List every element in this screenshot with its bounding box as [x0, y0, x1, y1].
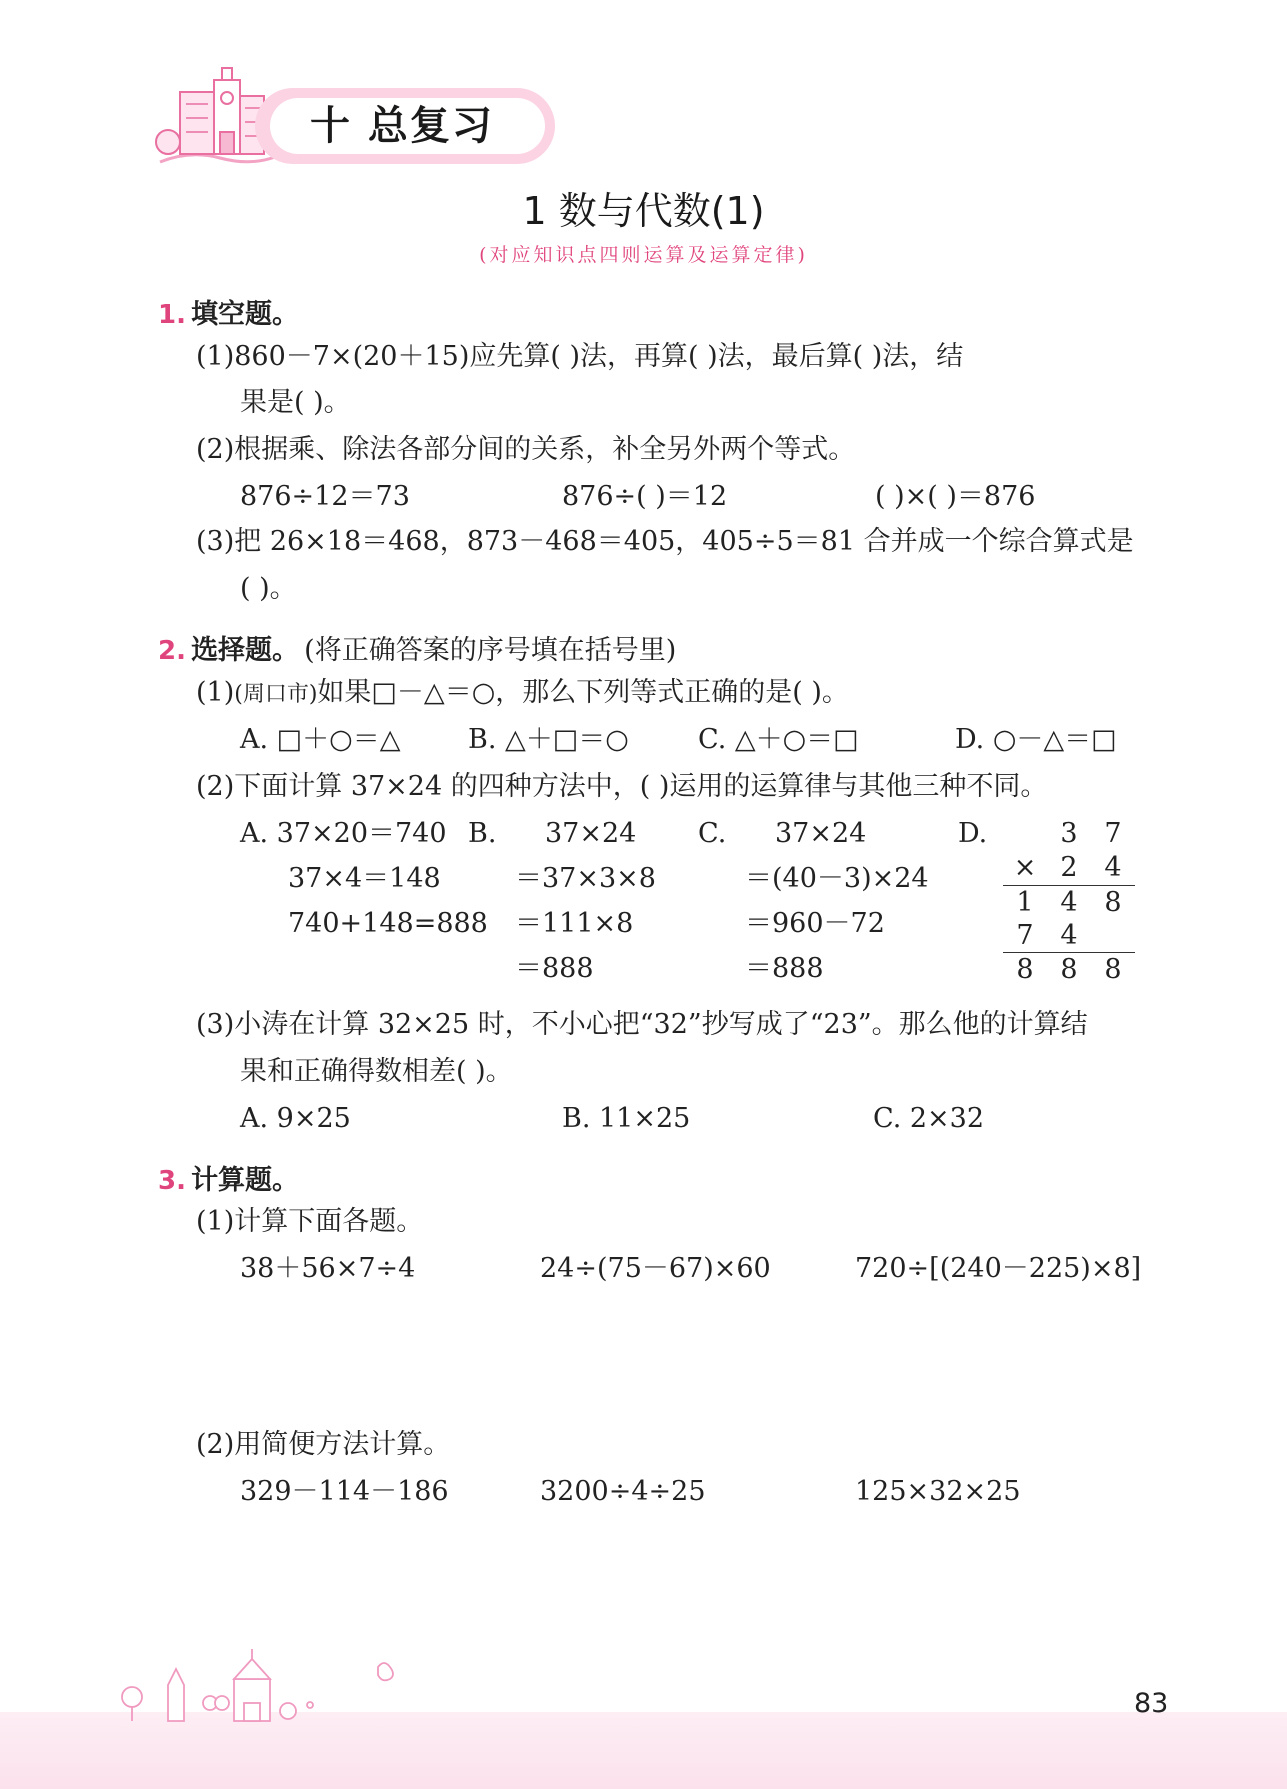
q2-p2-opta-line2: 37×4＝148 [288, 863, 441, 894]
q2-p3-line2: 果和正确得数相差( )。 [240, 1056, 513, 1087]
q2-p3-line1: (3)小涛在计算 32×25 时，不小心把“32”抄写成了“23”。那么他的计算结 [196, 1009, 1088, 1040]
q1-p3-line1: (3)把 26×18＝468，873－468＝405，405÷5＝81 合并成一个综合算式是 [196, 526, 1134, 557]
q3-p1-title: (1)计算下面各题。 [196, 1206, 424, 1237]
q2-p1-tag: (周口市) [234, 682, 318, 707]
page-number: 83 [1134, 1688, 1169, 1719]
q2-p2-optb-label: B. [468, 818, 497, 849]
vmul-cell: 4 [1104, 852, 1122, 883]
q2-p1-text: 如果□－△＝○，那么下列等式正确的是( )。 [317, 677, 849, 708]
vmul-row [1003, 919, 1135, 953]
q3-p1-item3: 720÷[(240－225)×8] [855, 1253, 1142, 1284]
q2-number: 2. [158, 636, 186, 666]
q3-p1-item1: 38＋56×7÷4 [240, 1253, 416, 1284]
vmul-row [1003, 953, 1135, 987]
vertical-multiplication [1003, 817, 1135, 987]
vmul-cell: 2 [1060, 852, 1078, 883]
vmul-cell: 8 [1016, 954, 1034, 985]
vmul-cell: 4 [1060, 887, 1078, 918]
q1-p1-line2: 果是( )。 [240, 387, 351, 418]
q1-number: 1. [158, 300, 186, 330]
q3-heading [158, 1158, 299, 1197]
vmul-cell: 7 [1016, 920, 1034, 951]
q2-p1-prefix: (1) [196, 677, 235, 708]
chapter-title: 十 总复习 [310, 103, 494, 149]
vmul-cell: 4 [1060, 920, 1078, 951]
town-illustration [110, 1645, 410, 1725]
q2-p2-optc-label: C. [698, 818, 727, 849]
vmul-row [1003, 851, 1135, 886]
vmul-cell: 1 [1016, 887, 1034, 918]
lesson-title: 1 数与代数(1) [522, 189, 765, 233]
q2-p1-option-d: D. ○－△＝□ [955, 724, 1117, 755]
q2-p1-line [196, 676, 849, 712]
vmul-cell: × [1013, 852, 1037, 883]
q1-p1-line1: (1)860－7×(20＋15)应先算( )法，再算( )法，最后算( )法，结 [196, 341, 964, 372]
q2-p3-option-c: C. 2×32 [873, 1103, 985, 1134]
q2-p3-option-b: B. 11×25 [562, 1103, 691, 1134]
q2-p3-option-a: A. 9×25 [240, 1103, 351, 1134]
vmul-cell: 8 [1104, 954, 1122, 985]
q2-p2-optd-label: D. [958, 818, 988, 849]
q3-p2-item3: 125×32×25 [855, 1476, 1021, 1507]
vmul-cell: 8 [1060, 954, 1078, 985]
vmul-row [1003, 817, 1135, 851]
q3-title: 计算题。 [191, 1165, 300, 1196]
lesson-subtitle: (对应知识点四则运算及运算定律) [479, 244, 808, 266]
q2-p2-optc-line1: 37×24 [775, 818, 867, 849]
vmul-cell: 8 [1104, 887, 1122, 918]
q2-p2-optc-line4: ＝888 [745, 953, 824, 984]
q1-p2-line1: (2)根据乘、除法各部分间的关系，补全另外两个等式。 [196, 434, 856, 465]
q1-p2-eq2: 876÷( )＝12 [562, 481, 728, 512]
vmul-cell [1091, 919, 1135, 952]
q2-p2-optb-line2: ＝37×3×8 [515, 863, 656, 894]
q2-title: 选择题。 [191, 635, 300, 666]
q1-p2-eq1: 876÷12＝73 [240, 481, 410, 512]
q3-p1-item2: 24÷(75－67)×60 [540, 1253, 771, 1284]
q2-p2-optc-line2: ＝(40－3)×24 [745, 863, 929, 894]
q3-p2-item2: 3200÷4÷25 [540, 1476, 706, 1507]
q1-heading [158, 292, 299, 331]
vmul-row [1003, 886, 1135, 919]
q1-p2-eq3: ( )×( )＝876 [875, 481, 1036, 512]
q1-p3-line2: ( )。 [240, 573, 297, 604]
q2-p1-option-a: A. □＋○＝△ [240, 724, 401, 755]
q3-p2-title: (2)用简便方法计算。 [196, 1429, 451, 1460]
q2-p2-text: (2)下面计算 37×24 的四种方法中，( )运用的运算律与其他三种不同。 [196, 771, 1048, 802]
q3-number: 3. [158, 1166, 186, 1196]
q2-heading [158, 628, 676, 668]
q2-p2-optb-line4: ＝888 [515, 953, 594, 984]
q2-p2-optb-line1: 37×24 [545, 818, 637, 849]
q1-title: 填空题。 [191, 299, 300, 330]
q2-p2-optb-line3: ＝111×8 [515, 908, 634, 939]
q2-p2-opta-line1: A. 37×20＝740 [240, 818, 447, 849]
q2-p2-opta-line3: 740+148=888 [288, 908, 488, 939]
q2-title-note: (将正确答案的序号填在括号里) [304, 635, 677, 666]
q3-p2-item1: 329－114－186 [240, 1476, 449, 1507]
q2-p1-option-c: C. △＋○＝□ [698, 724, 859, 755]
vmul-cell [1003, 817, 1047, 851]
vmul-cell: 7 [1104, 818, 1122, 849]
q2-p2-optc-line3: ＝960－72 [745, 908, 885, 939]
q2-p1-option-b: B. △＋□＝○ [468, 724, 629, 755]
vmul-cell: 3 [1060, 818, 1078, 849]
